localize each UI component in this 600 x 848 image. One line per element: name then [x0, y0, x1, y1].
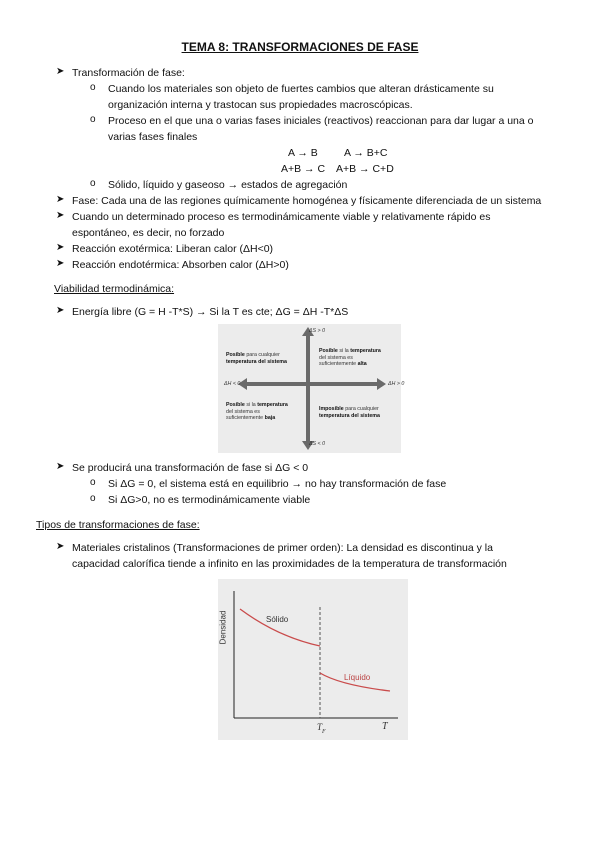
bullet-endotermica: Reacción endotérmica: Absorben calor (ΔH>0)	[72, 259, 289, 271]
quad-bottom-right-text: Imposible para cualquier temperatura del sistema	[319, 406, 380, 419]
sub-bullet-icon: o	[90, 114, 96, 125]
density-graph	[218, 579, 408, 740]
temperature-axis-label: T	[382, 721, 388, 732]
sub-text-line: Si ΔG = 0, el sistema está en equilibrio → no hay transformación de fase	[108, 478, 447, 490]
quadrant-figure	[218, 324, 405, 453]
page-title: TEMA 8: TRANSFORMACIONES DE FASE	[181, 40, 419, 54]
quad-right-label: ΔH > 0	[388, 381, 405, 387]
sub-bullet-icon: o	[90, 82, 96, 93]
bullet-transformacion: Transformación de fase:	[72, 67, 185, 79]
quadrant-axes	[218, 324, 401, 453]
sub-bullet-icon: o	[90, 178, 96, 189]
liquid-label: Líquido	[344, 673, 371, 682]
section-heading-viabilidad: Viabilidad termodinámica:	[54, 283, 175, 295]
quad-top-label: ΔS > 0	[309, 328, 326, 334]
bullet-espontaneo-cont: espontáneo, es decir, no forzado	[72, 227, 225, 239]
reaction: A+B → C	[281, 163, 326, 175]
sub-bullet-icon: o	[90, 493, 96, 504]
quad-bottom-label: ΔS < 0	[309, 441, 326, 447]
density-graph-svg	[218, 579, 408, 740]
density-axis-label: Densidad	[218, 610, 228, 645]
quad-left-label: ΔH < 0	[224, 381, 241, 387]
bullet-exotermica: Reacción exotérmica: Liberan calor (ΔH<0)	[72, 243, 274, 255]
quad-top-right-text: Posible si la temperatura del sistema es suficientemente alta	[319, 348, 381, 367]
bullet-materiales-cristalinos-cont: capacidad calorífica tiende a infinito en las proximidades de la temperatura de transformación	[72, 558, 507, 570]
tf-tick-label: $T_F$	[317, 722, 326, 735]
sub-text-line: Proceso en el que una o varias fases iniciales (reactivos) reaccionan para dar lugar a una o	[108, 115, 534, 127]
bullet-arrow-icon: ➤	[56, 541, 65, 552]
bullet-materiales-cristalinos: Materiales cristalinos (Transformaciones de primer orden): La densidad es discontinua y la	[72, 542, 493, 554]
bullet-arrow-icon: ➤	[56, 66, 65, 77]
quad-bottom-left-text: Posible si la temperatura del sistema es suficientemente baja	[226, 402, 288, 421]
sub-text-line: Cuando los materiales son objeto de fuertes cambios que alteran drásticamente su	[108, 83, 494, 95]
sub-text-line: varias fases finales	[108, 131, 198, 143]
reaction: A → B+C	[344, 147, 388, 159]
bullet-arrow-icon: ➤	[56, 242, 65, 253]
bullet-energia-libre: Energía libre (G = H -T*S) → Si la T es cte; ΔG = ΔH -T*ΔS	[72, 306, 349, 318]
reaction: A+B → C+D	[336, 163, 394, 175]
bullet-arrow-icon: ➤	[56, 194, 65, 205]
solid-label: Sólido	[266, 615, 289, 624]
quad-top-left-text: Posible para cualquier temperatura del sistema	[226, 352, 287, 365]
bullet-fase: Fase: Cada una de las regiones químicamente homogénea y físicamente diferenciada de un sistema	[72, 195, 542, 207]
bullet-arrow-icon: ➤	[56, 258, 65, 269]
bullet-espontaneo: Cuando un determinado proceso es termodinámicamente viable y relativamente rápido es	[72, 211, 491, 223]
bullet-arrow-icon: ➤	[56, 461, 65, 472]
bullet-arrow-icon: ➤	[56, 210, 65, 221]
bullet-se-producira: Se producirá una transformación de fase si ΔG < 0	[72, 462, 309, 474]
bullet-arrow-icon: ➤	[56, 305, 65, 316]
sub-bullet-icon: o	[90, 477, 96, 488]
sub-text-line: organización interna y trastocan sus propiedades macroscópicas.	[108, 99, 413, 111]
sub-text-line: Sólido, líquido y gaseoso → estados de agregación	[108, 179, 348, 191]
section-heading-tipos: Tipos de transformaciones de fase:	[36, 519, 200, 531]
reaction: A → B	[288, 147, 318, 159]
sub-text-line: Si ΔG>0, no es termodinámicamente viable	[108, 494, 311, 506]
